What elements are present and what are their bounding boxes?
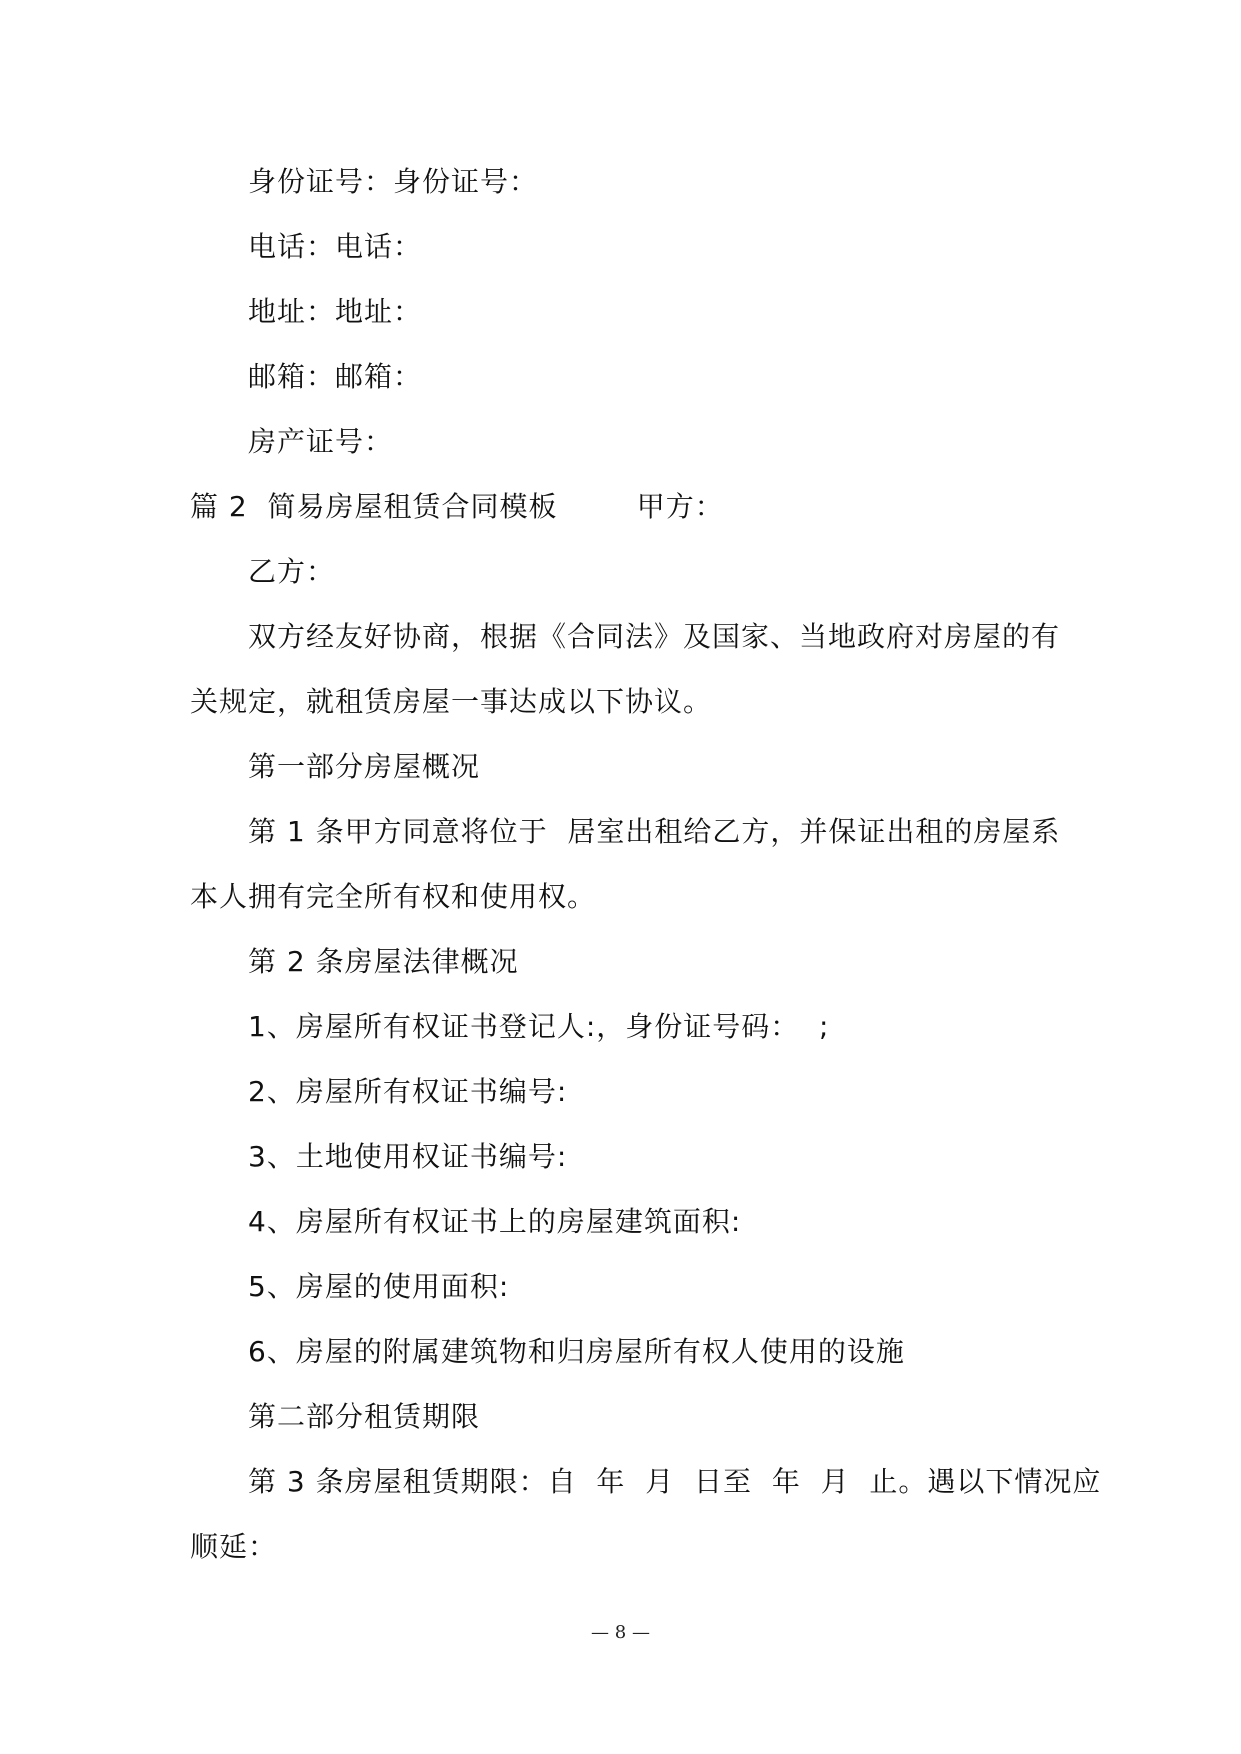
text-line: 顺延： <box>190 1530 278 1563</box>
text-line: 第 1 条甲方同意将位于 居室出租给乙方，并保证出租的房屋系 <box>248 815 1061 848</box>
text-line: 6、房屋的附属建筑物和归房屋所有权人使用的设施 <box>248 1335 905 1368</box>
text-line: 房产证号： <box>248 425 394 458</box>
text-line: 第 2 条房屋法律概况 <box>248 945 519 978</box>
text-line: 双方经友好协商，根据《合同法》及国家、当地政府对房屋的有 <box>248 620 1061 653</box>
text-line: 本人拥有完全所有权和使用权。 <box>190 880 597 913</box>
section-heading: 篇 2 简易房屋租赁合同模板 甲方： <box>190 490 724 523</box>
text-line: 1、房屋所有权证书登记人:，身份证号码： ; <box>248 1010 830 1043</box>
text-line: 第二部分租赁期限 <box>248 1400 481 1433</box>
text-line: 身份证号：身份证号： <box>248 165 539 198</box>
page-number: — 8 — <box>591 1622 650 1643</box>
text-line: 邮箱：邮箱： <box>248 360 423 393</box>
text-line: 关规定，就租赁房屋一事达成以下协议。 <box>190 685 713 718</box>
text-line: 4、房屋所有权证书上的房屋建筑面积: <box>248 1205 742 1238</box>
text-line: 第 3 条房屋租赁期限：自 年 月 日至 年 月 止。遇以下情况应 <box>248 1465 1102 1498</box>
text-line: 电话：电话： <box>248 230 423 263</box>
text-line: 5、房屋的使用面积: <box>248 1270 510 1303</box>
text-line: 乙方： <box>248 555 336 588</box>
text-line: 3、土地使用权证书编号: <box>248 1140 568 1173</box>
text-line: 地址：地址： <box>248 295 423 328</box>
text-line: 第一部分房屋概况 <box>248 750 481 783</box>
text-line: 2、房屋所有权证书编号: <box>248 1075 568 1108</box>
